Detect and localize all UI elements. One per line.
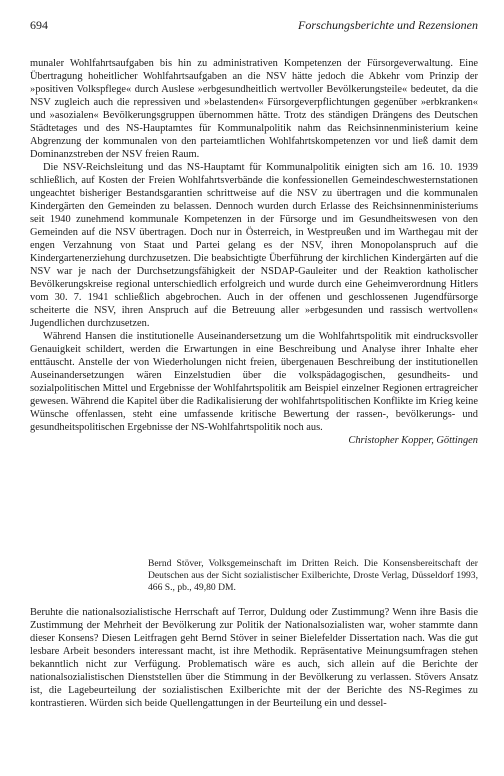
article-paragraph: Die NSV-Reichsleitung und das NS-Hauptamt für Kommunalpolitik einigten sich am 16. 10. 1939 schließlich, auf Kosten der Freien Wohlfahrtsverbände die konfessionellen Gemeindeschwesternstationen ungeachtet bisheriger Bestandsgarantien schrittweise auf die NSV zu übertragen und die kommunalen Kindergärten den Gemeinden zu belassen. Dennoch wurden durch Erlasse des Reichsinnenministeriums seit 1940 zunehmend kommunale Kompetenzen in der Fürsorge und im Gesundheitswesen von den Gemeinden auf die NSV übertragen. Doch nur in Österreich, in Westpreußen und im Warthegau mit der engen Verzahnung von Staat und Partei gelang es der NSV, ihren Monopolanspruch auf die Kindergartenerziehung durchzusetzen. Die beabsichtigte Überführung der kirchlichen Kindergärten auf die NSV war je nach der Durchsetzungsfähigkeit der NSDAP-Gauleiter und der Reaktion katholischer Bevölkerungskreise regional unterschiedlich erfolgreich und wurde durch eine Geheimverordnung Hitlers vom 30. 7. 1941 schließlich abgebrochen. Auch in der offenen und geschlossenen Jugendfürsorge scheiterte die NSV, ihren Anspruch auf die Betreuung aller »erbgesunden und rassisch wertvollen« Jugendlichen durchzusetzen. <box>30 162 478 329</box>
page-header <box>30 18 478 34</box>
article-paragraph: munaler Wohlfahrtsaufgaben bis hin zu administrativen Kompetenzen der Fürsorgeverwaltung. Eine Übertragung hoheitlicher Wohlfahrtsaufgaben an die NSV hätte jedoch die Abkehr vom Prinzip der »positiven Volkspflege« durch Auslese »erbgesundheitlich wertvoller Bevölkerungsteile« bedeutet, da die NSV zugleich auch die repressiven und »belastenden« Fürsorgeverpflichtungen gegenüber »erbkranken« und »asozialen« Bevölkerungsgruppen übernommen hätte. Trotz des ständigen Drängens des Deutschen Städtetages und des NS-Hauptamtes für Kommunalpolitik nahm das Reichsinnenministerium keine Abgrenzung der kommunalen von den parteiamtlichen Wohlfahrtskompetenzen vor und ließ damit dem Dominanzstreben der NSV freien Raum. <box>30 58 478 160</box>
author-signature: Christopher Kopper, Göttingen <box>348 435 478 446</box>
page-number: 694 <box>30 18 48 32</box>
article-paragraph: Während Hansen die institutionelle Auseinandersetzung um die Wohlfahrtspolitik mit eindrucksvoller Genauigkeit schildert, werden die Erwartungen in eine Beschreibung und Analyse ihrer Inhalte eher enttäuscht. Anstelle der von Wiederholungen nicht freien, übergenauen Beschreibung der institutionellen Auseinandersetzungen wären Einzelstudien über die volkspädagogischen, gesundheits- und sozialpolitischen Mittel und Ergebnisse der Wohlfahrtspolitik am Beispiel einzelner Regionen ertragreicher gewesen. Während die Kapitel über die Radikalisierung der wohlfahrtspolitischen Konflikte im Krieg keine Wünsche offenlassen, steht eine umfassende kritische Bewertung der rassen-, bevölkerungs- und gesundheitspolitischen Ergebnisse der NS-Wohlfahrtspolitik noch aus. <box>30 331 478 433</box>
review-body <box>30 606 478 710</box>
running-title: Forschungsberichte und Rezensionen <box>298 18 478 32</box>
book-citation: Bernd Stöver, Volksgemeinschaft im Dritten Reich. Die Konsensbereitschaft der Deutschen aus der Sicht sozialistischer Exilberichte, Droste Verlag, Düsseldorf 1993, 466 S., pb., 49,80 DM. <box>148 558 478 593</box>
review-paragraph: Beruhte die nationalsozialistische Herrschaft auf Terror, Duldung oder Zustimmung? Wenn ihre Basis die Zustimmung der Mehrheit der Bevölkerung zur Politik der Nationalsozialisten war, woher stammte dann dieser Konsens? Diesen Leitfragen geht Bernd Stöver in seiner Bielefelder Dissertation nach. Was die gut lesbare Arbeit besonders interessant macht, ist ihre Methodik. Repräsentative Meinungsumfragen stehen bekanntlich nicht zur Verfügung. Problematisch wäre es auch, sich allein auf die Berichte der nationalsozialistischen Dienststellen über die Stimmung in der Bevölkerung zu verlassen. Stövers Ansatz ist, die Lagebeurteilung der sozialistischen Exilberichte mit der der Berichte des NS-Regimes zu kontrastieren. Würden sich beide Quellengattungen in der Beurteilung ein und dessel- <box>30 607 478 709</box>
review-article-body <box>30 57 478 447</box>
